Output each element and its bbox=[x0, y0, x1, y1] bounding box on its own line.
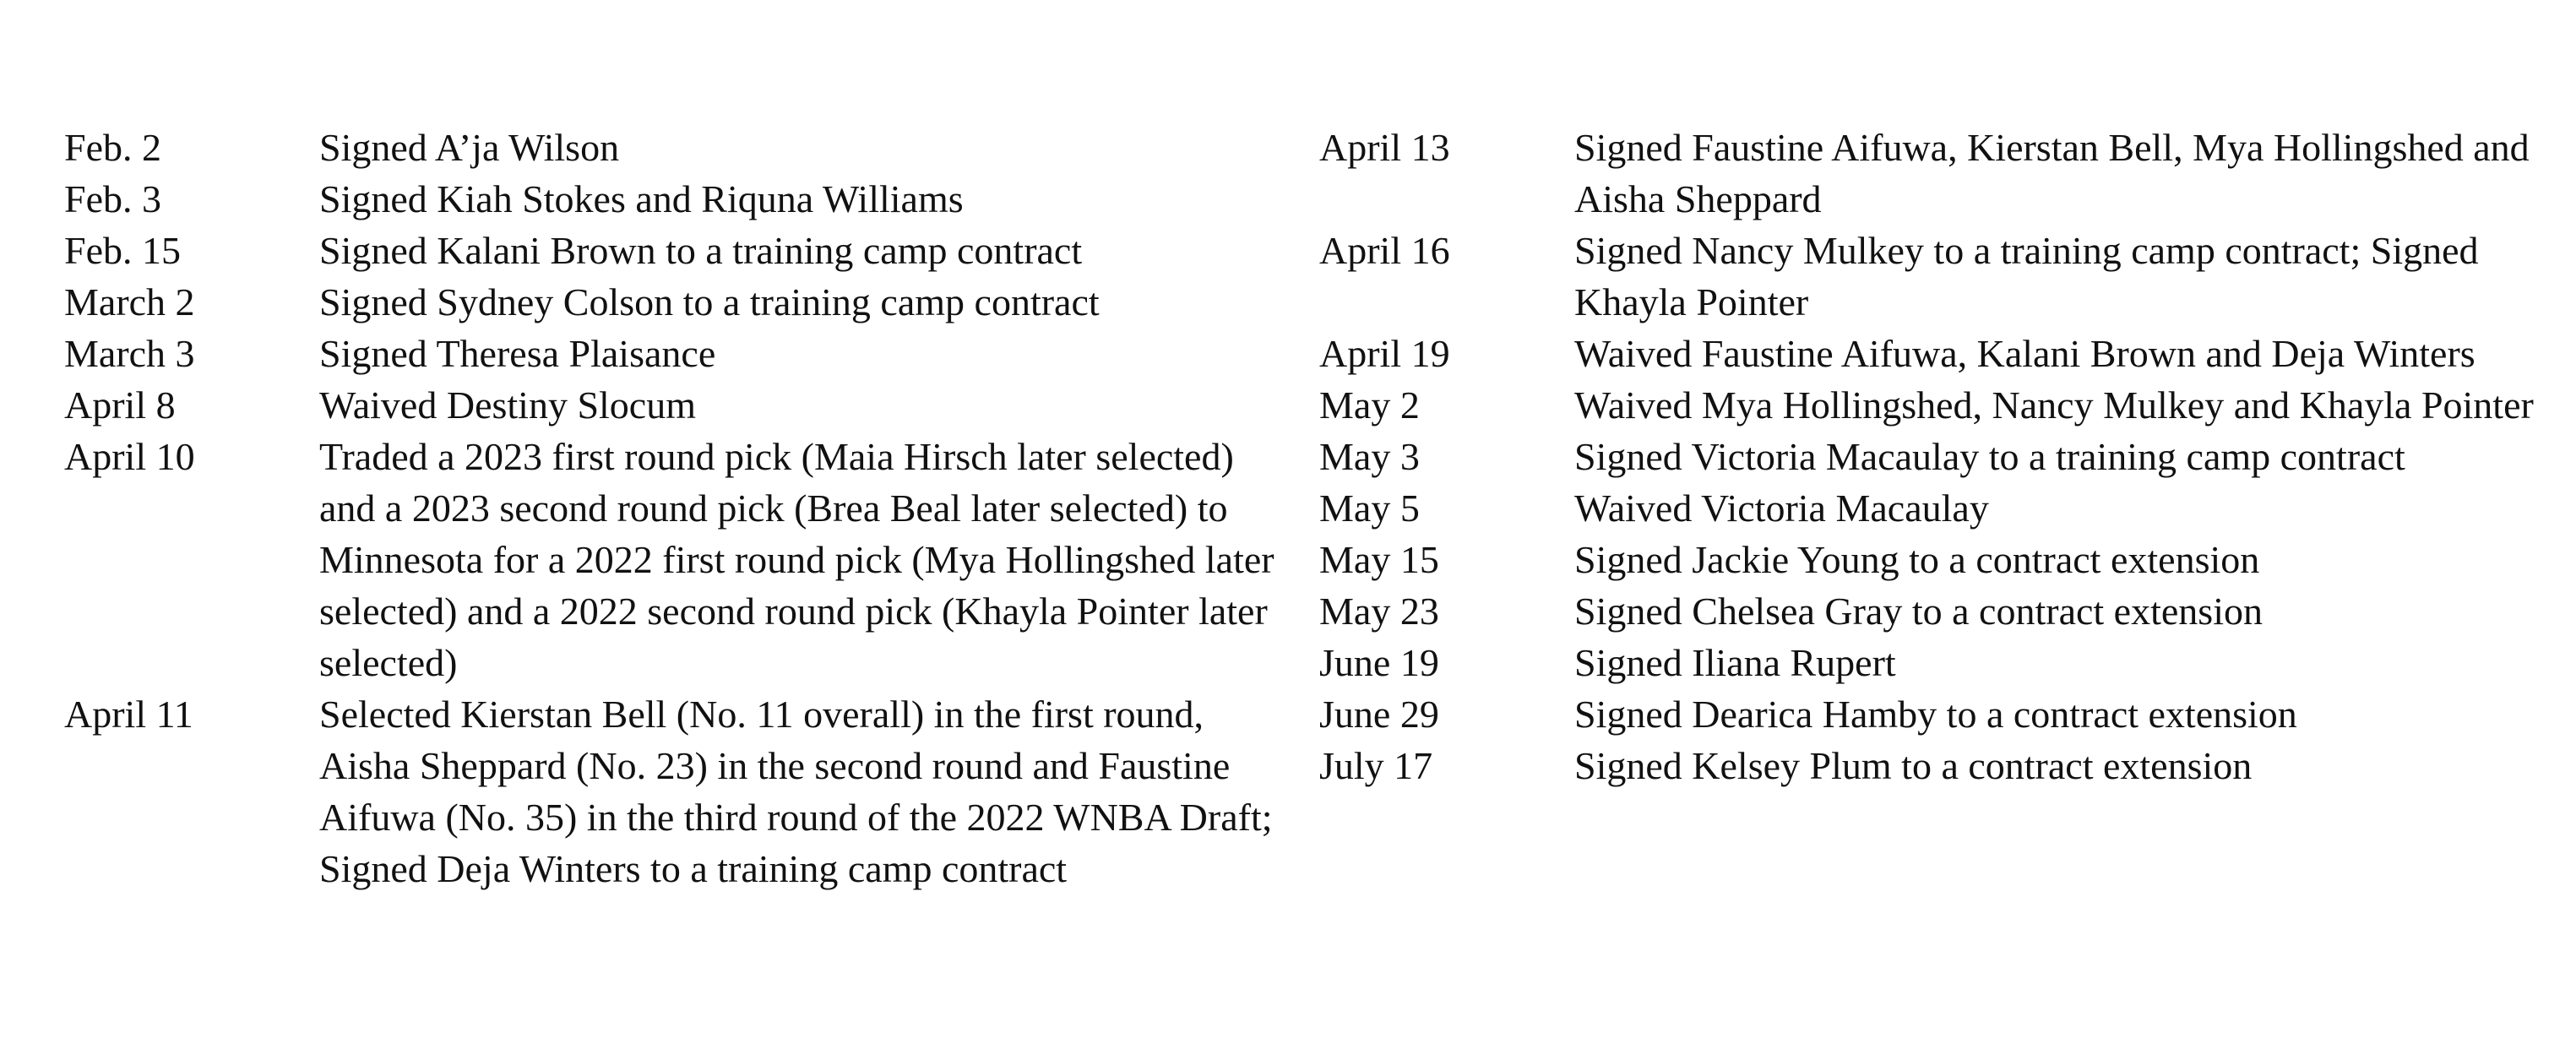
transaction-date: April 8 bbox=[64, 383, 176, 427]
transaction-description: Signed Theresa Plaisance bbox=[319, 332, 716, 375]
transaction-row bbox=[1319, 379, 2569, 431]
transaction-row bbox=[64, 122, 1297, 173]
transaction-description: Signed Iliana Rupert bbox=[1574, 641, 1896, 684]
transaction-row bbox=[1319, 585, 2569, 637]
transaction-description: Signed Jackie Young to a contract extension bbox=[1574, 538, 2260, 581]
transaction-description: Signed Kelsey Plum to a contract extension bbox=[1574, 744, 2253, 787]
transaction-date: July 17 bbox=[1319, 744, 1433, 787]
transaction-date: March 2 bbox=[64, 280, 195, 323]
transaction-row bbox=[64, 276, 1297, 328]
transaction-date: May 15 bbox=[1319, 538, 1439, 581]
transaction-row bbox=[64, 431, 1297, 688]
transaction-date: April 11 bbox=[64, 693, 193, 736]
transaction-date: April 19 bbox=[1319, 332, 1450, 375]
transaction-description: Selected Kierstan Bell (No. 11 overall) in the first round, Aisha Sheppard (No. 23) in the second round and Faustine Aifuwa (No. 35) in the third round of the 2022 WNBA Draft; Signed Deja Winters to a training camp contract bbox=[319, 693, 1273, 890]
transaction-description: Signed Faustine Aifuwa, Kierstan Bell, Mya Hollingshed and Aisha Sheppard bbox=[1574, 126, 2530, 220]
transactions-right-column bbox=[1319, 122, 2569, 791]
transactions-left-column bbox=[64, 122, 1297, 894]
transaction-row bbox=[1319, 482, 2569, 534]
transaction-description: Signed Kiah Stokes and Riquna Williams bbox=[319, 177, 964, 220]
transaction-description: Waived Victoria Macaulay bbox=[1574, 486, 1989, 530]
transaction-description: Signed Sydney Colson to a training camp contract bbox=[319, 280, 1100, 323]
transaction-date: Feb. 2 bbox=[64, 126, 161, 169]
transaction-description: Waived Destiny Slocum bbox=[319, 383, 697, 427]
transaction-date: April 10 bbox=[64, 435, 195, 478]
transaction-row bbox=[1319, 534, 2569, 585]
transaction-date: Feb. 3 bbox=[64, 177, 161, 220]
transaction-date: May 3 bbox=[1319, 435, 1420, 478]
transaction-description: Waived Faustine Aifuwa, Kalani Brown and Deja Winters bbox=[1574, 332, 2475, 375]
transaction-description: Signed A’ja Wilson bbox=[319, 126, 620, 169]
transaction-description: Signed Chelsea Gray to a contract extension bbox=[1574, 590, 2263, 633]
transaction-date: April 16 bbox=[1319, 229, 1450, 272]
transaction-row bbox=[1319, 225, 2569, 328]
transaction-row bbox=[64, 688, 1297, 894]
transaction-row bbox=[1319, 328, 2569, 379]
transaction-date: March 3 bbox=[64, 332, 195, 375]
transaction-row bbox=[1319, 740, 2569, 791]
transaction-date: May 23 bbox=[1319, 590, 1439, 633]
transaction-row bbox=[64, 225, 1297, 276]
transaction-date: April 13 bbox=[1319, 126, 1450, 169]
transaction-row bbox=[1319, 431, 2569, 482]
transaction-description: Signed Dearica Hamby to a contract extension bbox=[1574, 693, 2297, 736]
transaction-date: June 19 bbox=[1319, 641, 1439, 684]
transaction-description: Traded a 2023 first round pick (Maia Hirsch later selected) and a 2023 second round pick (Brea Beal later selected) to Minnesota for a 2022 first round pick (Mya Hollingshed later selected) and a 2022 second round pick (Khayla Pointer later selected) bbox=[319, 435, 1274, 684]
transaction-row bbox=[64, 328, 1297, 379]
transaction-description: Signed Victoria Macaulay to a training camp contract bbox=[1574, 435, 2405, 478]
transaction-row bbox=[1319, 688, 2569, 740]
transaction-date: Feb. 15 bbox=[64, 229, 181, 272]
transaction-date: June 29 bbox=[1319, 693, 1439, 736]
transaction-description: Signed Nancy Mulkey to a training camp contract; Signed Khayla Pointer bbox=[1574, 229, 2479, 323]
transaction-row bbox=[64, 379, 1297, 431]
transaction-description: Waived Mya Hollingshed, Nancy Mulkey and Khayla Pointer bbox=[1574, 383, 2534, 427]
transaction-date: May 5 bbox=[1319, 486, 1420, 530]
transaction-date: May 2 bbox=[1319, 383, 1420, 427]
transaction-row bbox=[64, 173, 1297, 225]
transaction-description: Signed Kalani Brown to a training camp contract bbox=[319, 229, 1083, 272]
transaction-row bbox=[1319, 122, 2569, 225]
transaction-row bbox=[1319, 637, 2569, 688]
